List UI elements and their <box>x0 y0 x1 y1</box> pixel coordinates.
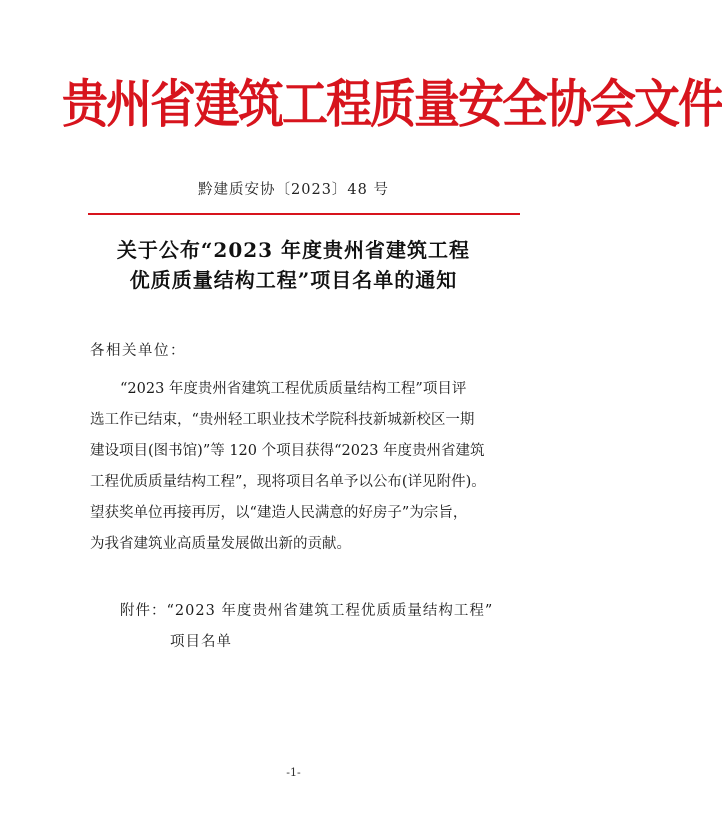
notice-title-line-2: 优质质量结构工程”项目名单的通知 <box>129 268 458 292</box>
body-paragraph-line: 建设项目(图书馆)”等 120 个项目获得“2023 年度贵州省建筑 <box>90 443 485 459</box>
body-paragraph-line: “2023 年度贵州省建筑工程优质质量结构工程”项目评 <box>120 381 467 397</box>
body-paragraph-line: 为我省建筑业高质量发展做出新的贡献。 <box>90 536 351 552</box>
page-number: -1- <box>286 766 301 779</box>
salutation: 各相关单位： <box>90 343 186 359</box>
masthead-title: 贵州省建筑工程质量安全协会文件 <box>62 73 722 135</box>
document-number: 黔建质安协〔2023〕48 号 <box>198 182 389 198</box>
body-paragraph-line: 选工作已结束，“贵州轻工职业技术学院科技新城新校区一期 <box>90 412 475 428</box>
body-paragraph-line: 望获奖单位再接再厉，以“建造人民满意的好房子”为宗旨， <box>90 505 468 521</box>
notice-title-line-1: 关于公布“2023 年度贵州省建筑工程 <box>116 238 471 262</box>
attachment-line-1: 附件：“2023 年度贵州省建筑工程优质质量结构工程” <box>120 603 494 619</box>
body-paragraph-line: 工程优质质量结构工程”，现将项目名单予以公布(详见附件)。 <box>90 474 486 490</box>
red-divider-line <box>88 213 520 215</box>
attachment-line-2: 项目名单 <box>170 634 232 650</box>
